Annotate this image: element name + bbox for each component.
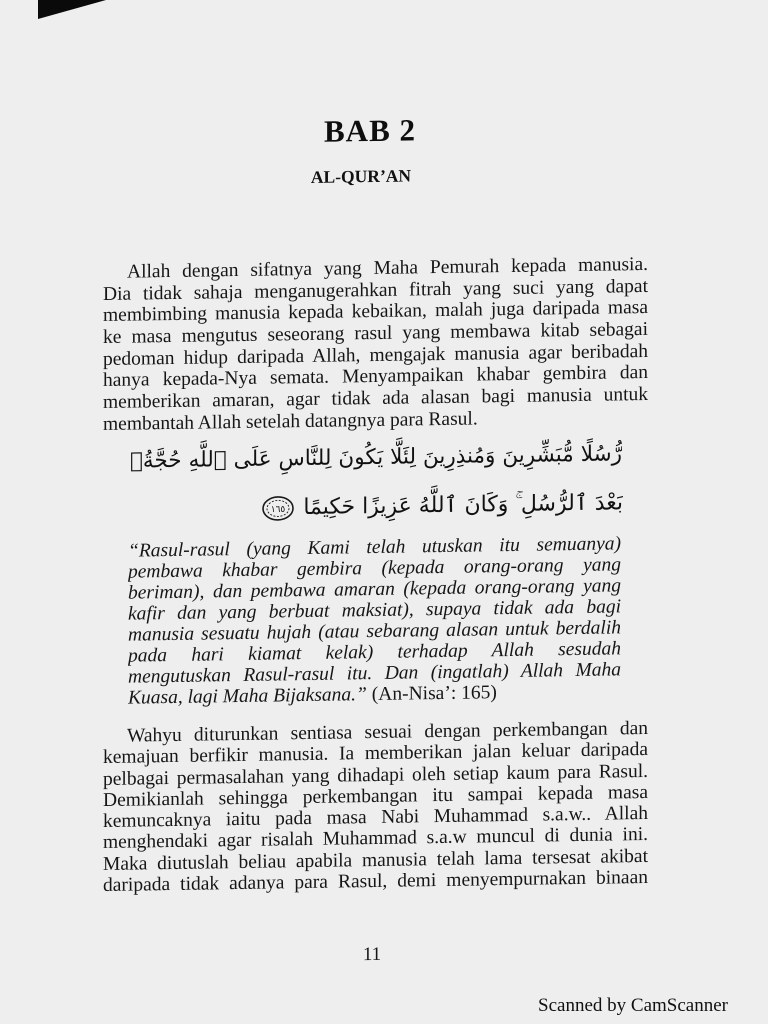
verse-translation <box>128 533 621 708</box>
paragraph-2 <box>103 718 648 896</box>
translation-line: pembawa khabar gembira (kepada orang-orang yang <box>128 554 621 583</box>
paragraph-1-line: membantah Allah setelah datangnya para Rasul. <box>103 408 478 435</box>
paragraph-2-line: pelbagai permasalahan yang dihadapi oleh setiap kaum para Rasul. <box>103 760 648 790</box>
paragraph-1-line: pedoman hidup daripada Allah, mengajak manusia agar beribadah <box>103 340 648 370</box>
translation-line: manusia sesuatu hujah (atau sebarang alasan untuk berdalih <box>128 617 621 646</box>
page-number: 11 <box>362 943 382 966</box>
paragraph-2-line: kemuncaknya iaitu pada masa Nabi Muhammad s.a.w.. Allah <box>103 803 648 833</box>
translation-line: kafir dan yang berbuat maksiat), supaya tidak ada bagi <box>128 596 621 625</box>
verse-citation: (An-Nisa’: 165) <box>371 682 497 706</box>
translation-line-end: Kuasa, lagi Maha Bijaksana.” <box>128 684 367 709</box>
translation-line: pada hari kiamat kelak) terhadap Allah sesudah <box>128 638 621 667</box>
paragraph-1-line: Allah dengan sifatnya yang Maha Pemurah kepada manusia. <box>127 253 648 283</box>
paragraph-2-line: kemajuan berfikir manusia. Ia memberikan jalan keluar daripada <box>103 739 648 769</box>
quran-verse-line-2 <box>230 478 623 534</box>
translation-line: beriman), dan pembawa amaran (kepada orang-orang yang <box>128 575 621 604</box>
paragraph-1-line: membimbing manusia kepada kebaikan, malah juga daripada masa <box>103 297 648 327</box>
paragraph-2-line: Wahyu diturunkan sentiasa sesuai dengan perkembangan dan <box>127 717 648 747</box>
paragraph-1-line: ke masa mengutus seseorang rasul yang membawa kitab sebagai <box>103 319 648 349</box>
quran-verse-line-2-text: بَعْدَ ٱلرُّسُلِ ۚ وَكَانَ ٱللَّهُ عَزِيزًا حَكِيمًا <box>303 490 623 521</box>
paragraph-2-line: daripada tidak adanya para Rasul, demi menyempurnakan binaan <box>103 867 648 897</box>
quran-verse-line-1: رُّسُلًا مُّبَشِّرِينَ وَمُنذِرِينَ لِئَلَّا يَكُونَ لِلنَّاسِ عَلَى ٱللَّهِ حُجَّةُۢ <box>130 441 622 474</box>
scanner-watermark: Scanned by CamScanner <box>538 995 728 1016</box>
paragraph-1 <box>103 254 648 436</box>
paragraph-1-line: hanya kepada-Nya semata. Menyampaikan khabar gembira dan <box>103 362 648 392</box>
paragraph-2-line: Demikianlah sehingga perkembangan itu sampai kepada masa <box>103 781 648 811</box>
paragraph-2-line: menghendaki agar risalah Muhammad s.a.w muncul di dunia ini. <box>103 824 648 854</box>
translation-line: “Rasul-rasul (yang Kami telah utuskan itu semuanya) <box>128 533 621 562</box>
paragraph-1-line: memberikan amaran, agar tidak ada alasan bagi manusia untuk <box>103 384 648 414</box>
paragraph-1-line: Dia tidak sahaja menganugerahkan fitrah yang suci yang dapat <box>103 275 648 305</box>
paragraph-2-line: Maka diutuslah beliau apabila manusia telah lama tersesat akibat <box>103 845 648 875</box>
translation-line: mengutuskan Rasul-rasul itu. Dan (ingatlah) Allah Maha <box>128 659 621 688</box>
chapter-title: AL-QUR’AN <box>310 165 412 187</box>
verse-end-marker-icon <box>261 494 295 523</box>
chapter-label: BAB 2 <box>324 112 416 149</box>
verse-number: ١٦٥ <box>271 504 286 516</box>
